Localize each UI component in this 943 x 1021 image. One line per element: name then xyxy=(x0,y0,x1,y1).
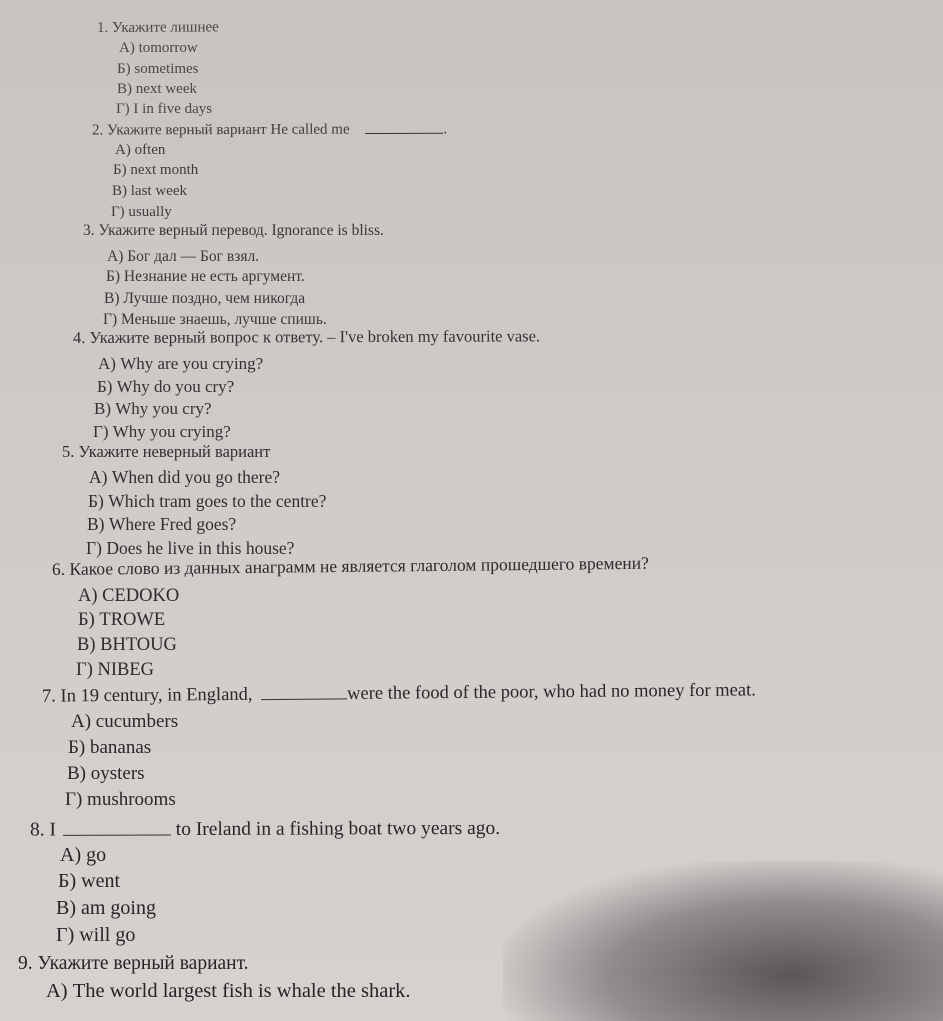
question-2-blank xyxy=(365,119,443,134)
question-6-text: 6. Какое слово из данных анаграмм не является глаголом прошедшего времени? xyxy=(51,552,649,579)
question-7-text-after: were the food of the poor, who had no money for meat. xyxy=(347,680,756,704)
question-8-option-d: Г) will go xyxy=(56,924,136,946)
question-1-option-a: А) tomorrow xyxy=(119,40,198,56)
question-4-option-b: Б) Why do you cry? xyxy=(97,377,235,396)
question-2-text-after: . xyxy=(443,121,448,138)
question-6-option-d: Г) NIBEG xyxy=(76,660,155,680)
question-3-option-a: А) Бог дал — Бог взял. xyxy=(107,248,260,265)
question-2-option-a: А) often xyxy=(115,142,166,158)
question-8-text-before: 8. I xyxy=(29,819,57,841)
question-3-option-d: Г) Меньше знаешь, лучше спишь. xyxy=(103,311,327,328)
question-2-text-before: 2. Укажите верный вариант He called me xyxy=(91,121,350,139)
question-4-option-a: А) Why are you crying? xyxy=(98,354,264,373)
question-5-text: 5. Укажите неверный вариант xyxy=(62,442,271,461)
question-9-text: 9. Укажите верный вариант. xyxy=(18,953,249,974)
question-8-text-after: to Ireland in a fishing boat two years ago. xyxy=(170,817,501,841)
question-7-text-before: 7. In 19 century, in England, xyxy=(41,684,253,707)
question-5-option-c: В) Where Fred goes? xyxy=(87,514,237,534)
question-1-option-d: Г) I in five days xyxy=(116,101,213,117)
question-7-blank xyxy=(261,681,347,699)
question-3-text: 3. Укажите верный перевод. Ignorance is bliss. xyxy=(83,222,384,239)
question-3-option-c: В) Лучше поздно, чем никогда xyxy=(104,290,306,307)
question-2-option-c: В) last week xyxy=(112,183,187,199)
question-8-blank xyxy=(63,817,171,836)
question-8-option-a: А) go xyxy=(60,844,107,866)
question-5-option-a: А) When did you go there? xyxy=(89,467,280,487)
shadow-overlay xyxy=(503,861,943,1021)
question-4-option-d: Г) Why you crying? xyxy=(93,422,231,441)
question-6-option-a: А) CEDOKO xyxy=(78,586,180,606)
question-8-text xyxy=(30,815,500,840)
question-7-option-b: Б) bananas xyxy=(68,737,152,758)
question-4-text: 4. Укажите верный вопрос к ответу. – I've broken my favourite vase. xyxy=(72,326,541,347)
question-7-option-a: А) cucumbers xyxy=(71,711,179,732)
question-5-option-d: Г) Does he live in this house? xyxy=(86,538,295,558)
question-6-option-c: В) BHTOUG xyxy=(77,635,177,655)
question-7-text xyxy=(42,678,756,706)
question-7-option-d: Г) mushrooms xyxy=(65,789,176,810)
question-2-text xyxy=(92,119,447,139)
question-2-option-b: Б) next month xyxy=(113,162,199,178)
question-1-text: 1. Укажите лишнее xyxy=(96,19,219,36)
question-5-option-b: Б) Which tram goes to the centre? xyxy=(88,491,327,511)
question-1-option-c: В) next week xyxy=(117,81,197,97)
question-6-option-b: Б) TROWE xyxy=(78,610,166,630)
question-8-option-b: Б) went xyxy=(58,870,121,892)
question-7-option-c: В) oysters xyxy=(67,763,145,784)
question-1-option-b: Б) sometimes xyxy=(117,61,199,77)
question-8-option-c: В) am going xyxy=(56,897,156,919)
question-3-option-b: Б) Незнание не есть аргумент. xyxy=(106,268,305,285)
question-9-option-a: А) The world largest fish is whale the shark. xyxy=(46,980,411,1002)
question-2-option-d: Г) usually xyxy=(111,204,172,220)
question-4-option-c: В) Why you cry? xyxy=(94,399,212,418)
